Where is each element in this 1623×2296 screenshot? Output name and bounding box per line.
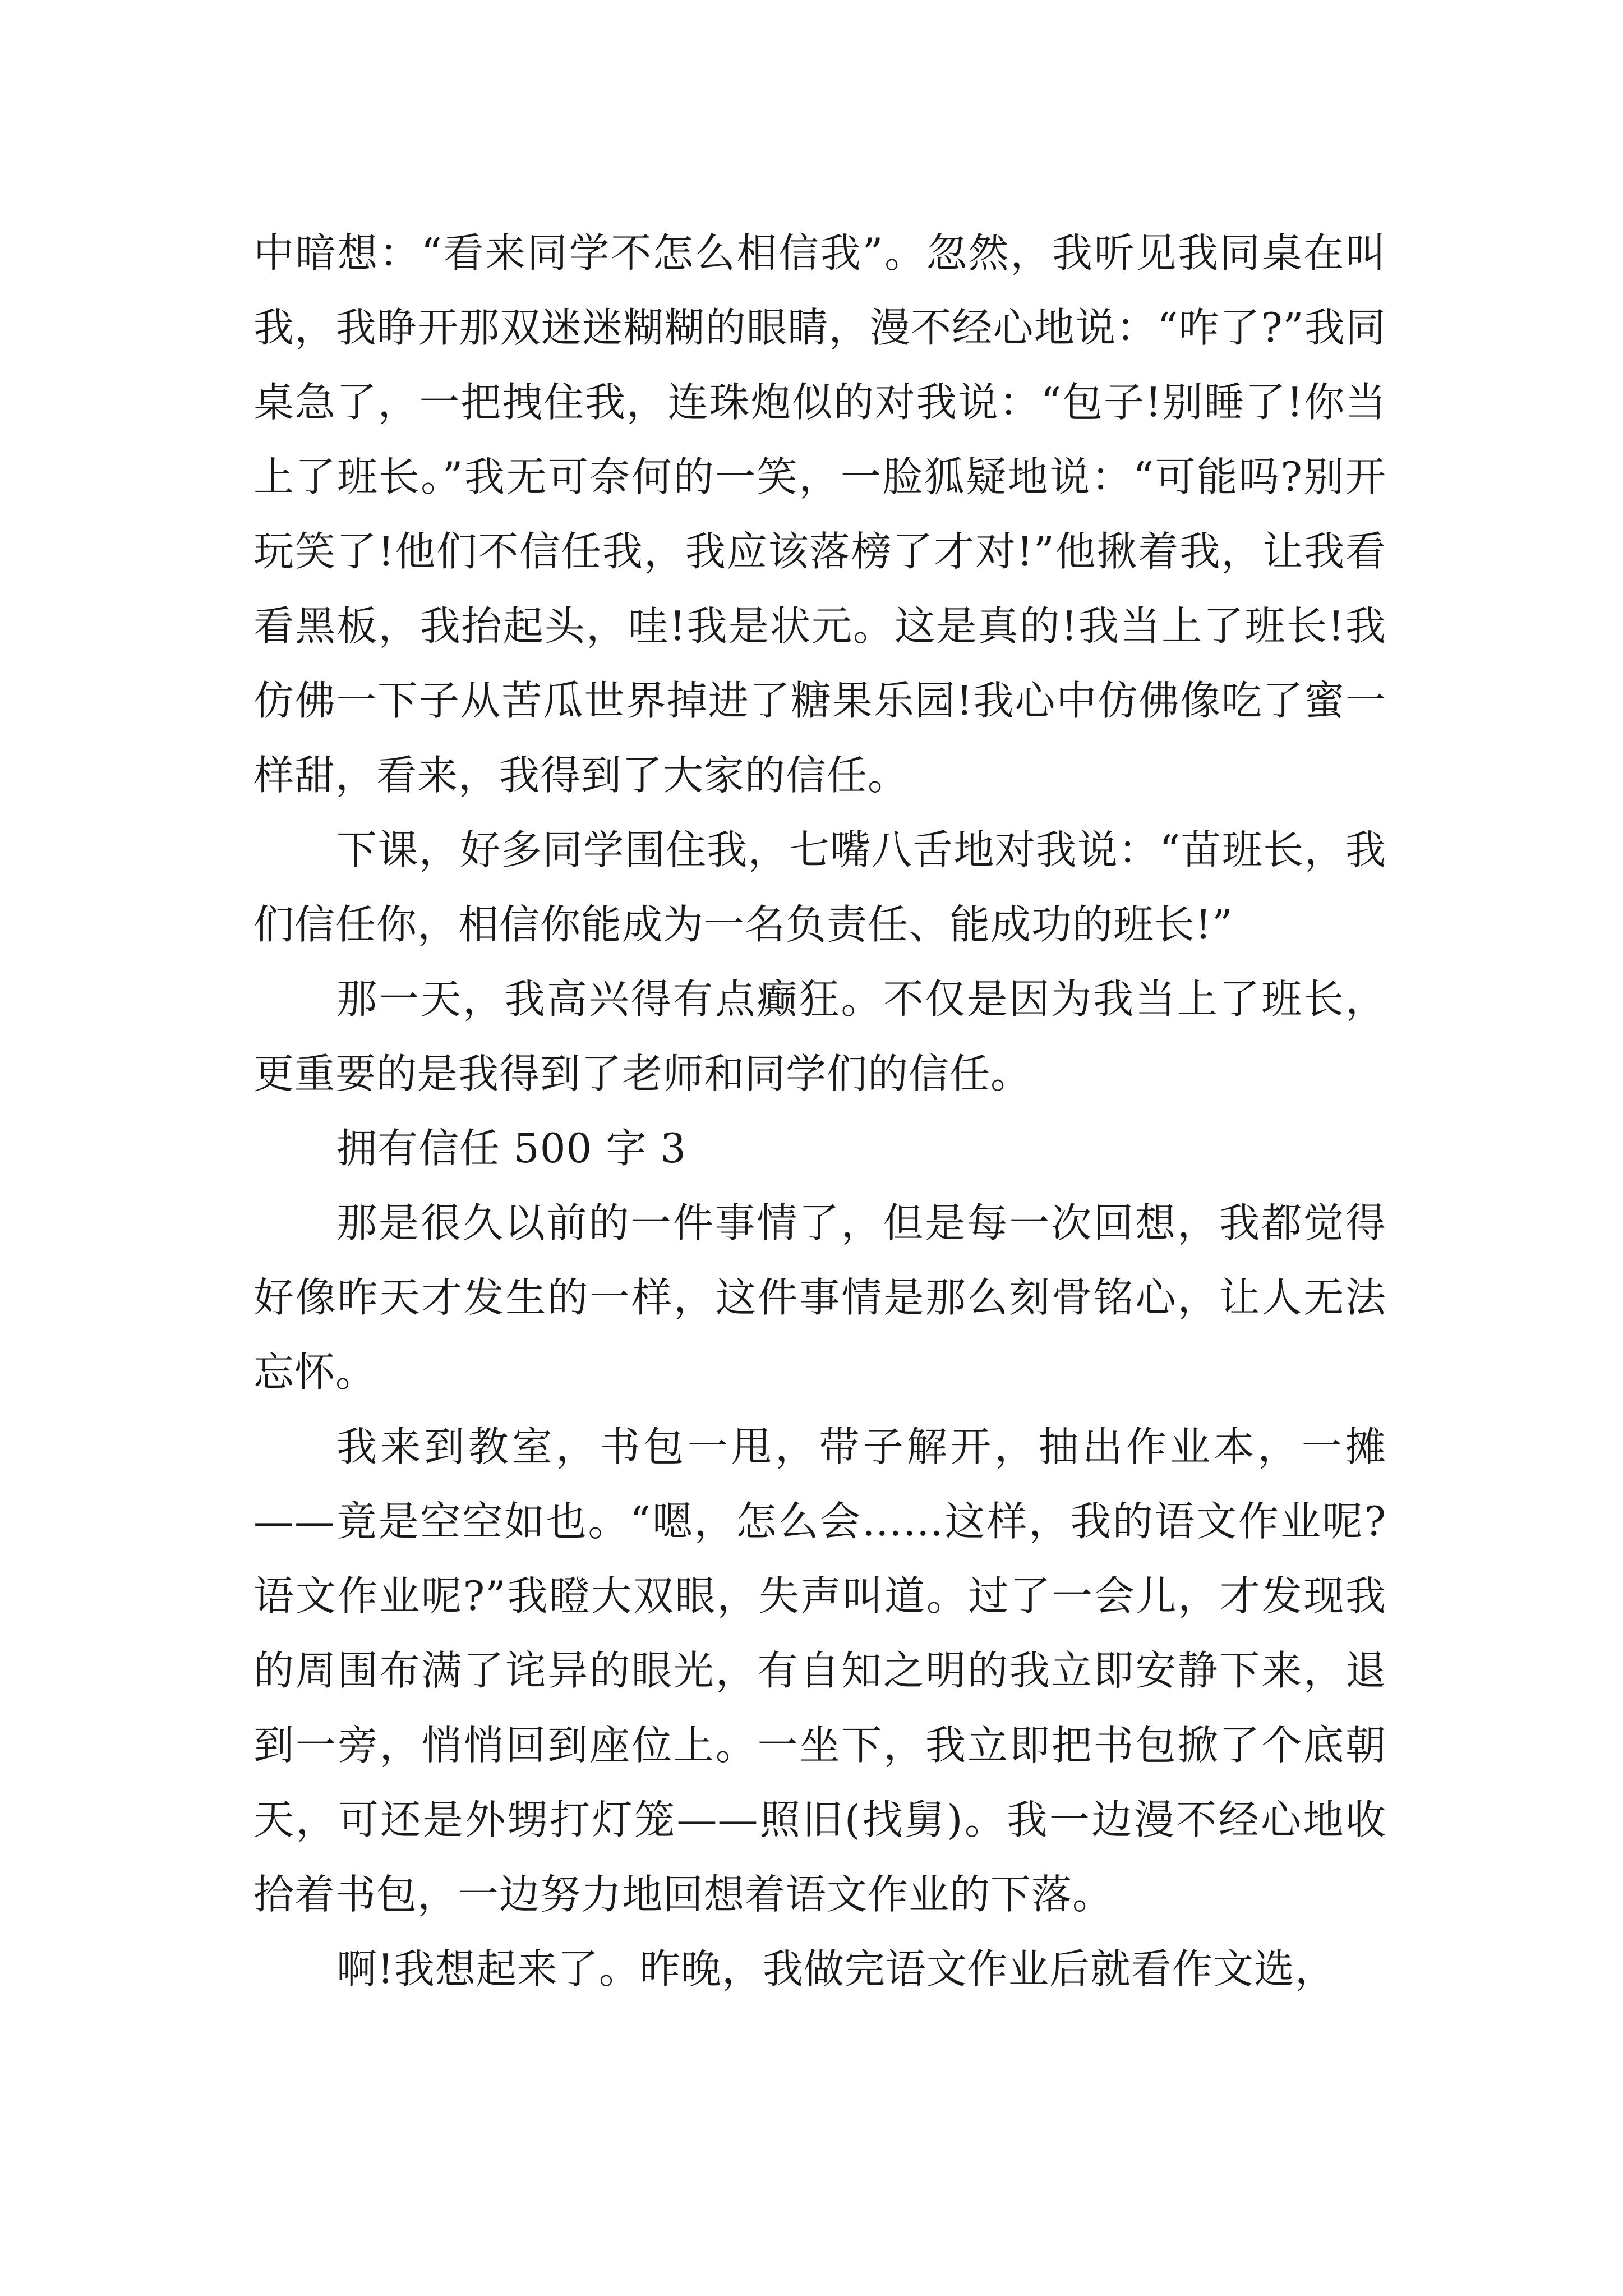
paragraph: 我来到教室，书包一甩，带子解开，抽出作业本，一摊——竟是空空如也。“嗯，怎么会……这样，我的语文作业呢?语文作业呢?”我瞪大双眼，失声叫道。过了一会儿，才发现我的周围布满了诧异的眼光，有自知之明的我立即安静下来，退到一旁，悄悄回到座位上。一坐下，我立即把书包掀了个底朝天，可还是外甥打灯笼——照旧(找舅)。我一边漫不经心地收拾着书包，一边努力地回想着语文作业的下落。 [253, 1423, 1386, 1918]
body-text [253, 216, 1386, 2007]
paragraph: 啊!我想起来了。昨晚，我做完语文作业后就看作文选， [336, 1945, 1336, 1993]
paragraph: 那是很久以前的一件事情了，但是每一次回想，我都觉得好像昨天才发生的一样，这件事情是那么刻骨铭心，让人无法忘怀。 [253, 1199, 1386, 1396]
paragraph: 下课，好多同学围住我，七嘴八舌地对我说：“苗班长，我们信任你，相信你能成为一名负责任、能成功的班长!” [253, 826, 1386, 948]
section-heading: 拥有信任 500 字 3 [336, 1125, 686, 1172]
paragraph: 中暗想：“看来同学不怎么相信我”。忽然，我听见我同桌在叫我，我睁开那双迷迷糊糊的眼睛，漫不经心地说：“咋了?”我同桌急了，一把拽住我，连珠炮似的对我说：“包子!别睡了!你当上了班长。”我无可奈何的一笑，一脸狐疑地说：“可能吗?别开玩笑了!他们不信任我，我应该落榜了才对!”他揪着我，让我看看黑板，我抬起头，哇!我是状元。这是真的!我当上了班长!我仿佛一下子从苦瓜世界掉进了糖果乐园!我心中仿佛像吃了蜜一样甜，看来，我得到了大家的信任。 [253, 229, 1386, 799]
paragraph: 那一天，我高兴得有点癫狂。不仅是因为我当上了班长，更重要的是我得到了老师和同学们的信任。 [253, 976, 1386, 1097]
